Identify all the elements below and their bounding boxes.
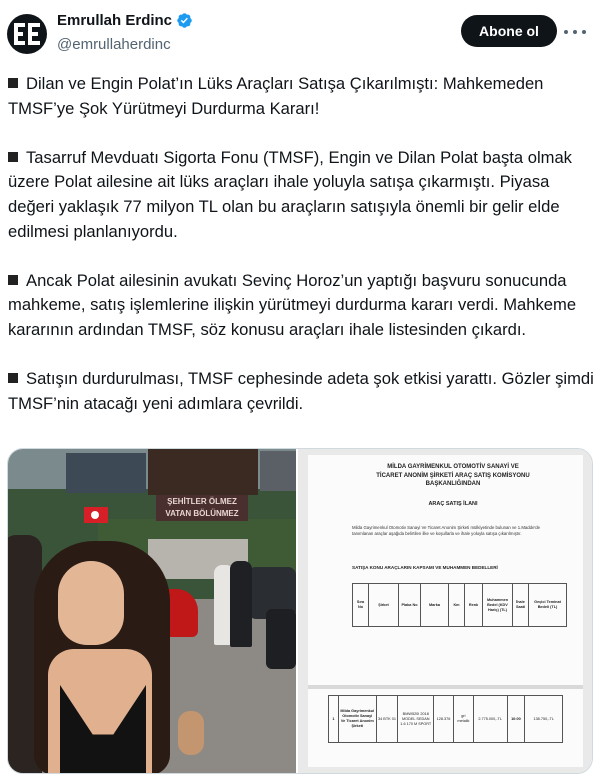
tweet-paragraph-text: Ancak Polat ailesinin avukatı Sevinç Horoz’un yaptığı başvuru sonucunda mahkeme, satış işlemlerine ilişkin yürütmeyi durdurma kararı verdi. Mahkeme kararının ardından TMSF, söz konusu araçları ihale listesinden çıkardı.: [8, 270, 577, 339]
ee-logo-icon: [14, 23, 40, 45]
table-cell: Milda Gayrimenkul Otomotiv Sanayi Ve Ticaret Anonim Şirketi: [339, 696, 377, 742]
photo-sign-line: ŞEHİTLER ÖLMEZ: [167, 497, 237, 506]
table-header-cell: Marka: [421, 584, 449, 626]
table-cell: BMW520I 2018 MODEL SEDAN 1.6 170 M SPORT: [398, 696, 434, 742]
photo-sign-line: VATAN BÖLÜNMEZ: [165, 509, 239, 518]
document-title-line: BAŞKANLIĞINDAN: [425, 481, 481, 487]
document-page-gap: [308, 685, 583, 689]
table-header-cell: Renk: [465, 584, 483, 626]
photo-billboard: [148, 449, 258, 495]
bullet-square-icon: [8, 152, 18, 162]
table-header-cell: İhale Saati: [513, 584, 529, 626]
bullet-square-icon: [8, 275, 18, 285]
tweet-paragraph: [8, 72, 594, 121]
document-body: Milda Gayrimenkul Otomotiv Sanayi Ve Ticaret Anonim Şirketi mülkiyetinde bulunan ve 1.Madde'de tanımlanan araçlar aşağıda belirtilen ilke ve koşullarla ve ihale yoluyla satışa çıkarılmıştır.: [352, 525, 541, 536]
photo-sign: [156, 495, 248, 521]
author-display-name[interactable]: Emrullah Erdinc: [57, 12, 173, 29]
tweet-paragraph-text: Tasarruf Mevduatı Sigorta Fonu (TMSF), Engin ve Dilan Polat başta olmak üzere Polat ailesine ait lüks araçları ihale yoluyla satışa çıkarmıştı. Piyasa değeri yaklaşık 77 milyon TL olan bu araçların satışıyla önemli bir gelir elde edilmesi planlanıyordu.: [8, 147, 572, 241]
more-dot: [564, 30, 568, 34]
tweet-paragraph-text: Dilan ve Engin Polat’ın Lüks Araçları Satışa Çıkarılmıştı: Mahkemeden TMSF’ye Şok Yürütmeyi Durdurma Kararı!: [8, 74, 544, 118]
table-header-cell: Km: [449, 584, 465, 626]
table-cell: 1: [329, 696, 339, 742]
photo-woman-face: [58, 561, 124, 645]
more-horizontal-icon[interactable]: [564, 22, 586, 42]
table-cell: 138.750,-TL: [533, 716, 554, 721]
tweet-header: [0, 0, 600, 66]
table-header-cell: Sıra No: [353, 584, 369, 626]
document-title-line: TİCARET ANONİM ŞİRKETİ ARAÇ SATIŞ KOMİSYONU: [376, 472, 530, 479]
tweet-paragraph-text: Satışın durdurulması, TMSF cephesinde adeta şok etkisi yarattı. Gözler şimdi TMSF’nin atacağı yeni adımlara çevrildi.: [8, 369, 594, 413]
more-dot: [573, 30, 577, 34]
photo-hand: [178, 711, 204, 755]
photo-billboard: [66, 453, 146, 493]
more-dot: [582, 30, 586, 34]
document-table-row: [328, 695, 563, 743]
tweet-media: [7, 448, 593, 774]
table-cell: gri metalik: [454, 696, 474, 742]
photo-billboard: [260, 451, 296, 491]
avatar[interactable]: [7, 14, 47, 54]
follow-button[interactable]: Abone ol: [461, 15, 557, 47]
document-subtitle: ARAÇ SATIŞ İLANI: [428, 501, 478, 507]
media-photo[interactable]: [8, 449, 296, 773]
table-header-cell: Geçici Teminat Bedeli (TL): [534, 600, 561, 609]
table-header-cell: Muhammen Bedel (KDV Hariç) (TL): [483, 584, 513, 626]
turkish-flag-icon: [84, 507, 108, 523]
table-cell: 2.775.000,-TL: [474, 696, 508, 742]
bullet-square-icon: [8, 373, 18, 383]
tweet-paragraph: [8, 269, 594, 343]
bullet-square-icon: [8, 78, 18, 88]
photo-dark-car: [266, 609, 296, 669]
photo-person: [230, 561, 252, 647]
table-cell: 34 BTK 01: [377, 696, 399, 742]
verified-badge-icon: [176, 12, 193, 29]
table-cell: 128.376: [434, 696, 454, 742]
author-name-row: [57, 12, 193, 29]
tweet-paragraph: [8, 367, 594, 416]
table-cell: 10:00: [508, 696, 526, 742]
table-header-cell: Plaka No: [399, 584, 421, 626]
document-title-line: MİLDA GAYRİMENKUL OTOMOTİV SANAYİ VE: [387, 464, 519, 470]
author-handle[interactable]: @emrullaherdinc: [57, 36, 171, 53]
document-table-header: [352, 583, 567, 627]
document-section-heading: SATIŞA KONU ARAÇLARIN KAPSAMI VE MUHAMMEN BEDELLERİ: [352, 565, 498, 570]
tweet-text: [8, 72, 594, 441]
tweet-paragraph: [8, 146, 594, 244]
table-header-cell: Şirket: [369, 584, 399, 626]
media-document[interactable]: [298, 449, 592, 773]
document-title: [338, 463, 568, 489]
